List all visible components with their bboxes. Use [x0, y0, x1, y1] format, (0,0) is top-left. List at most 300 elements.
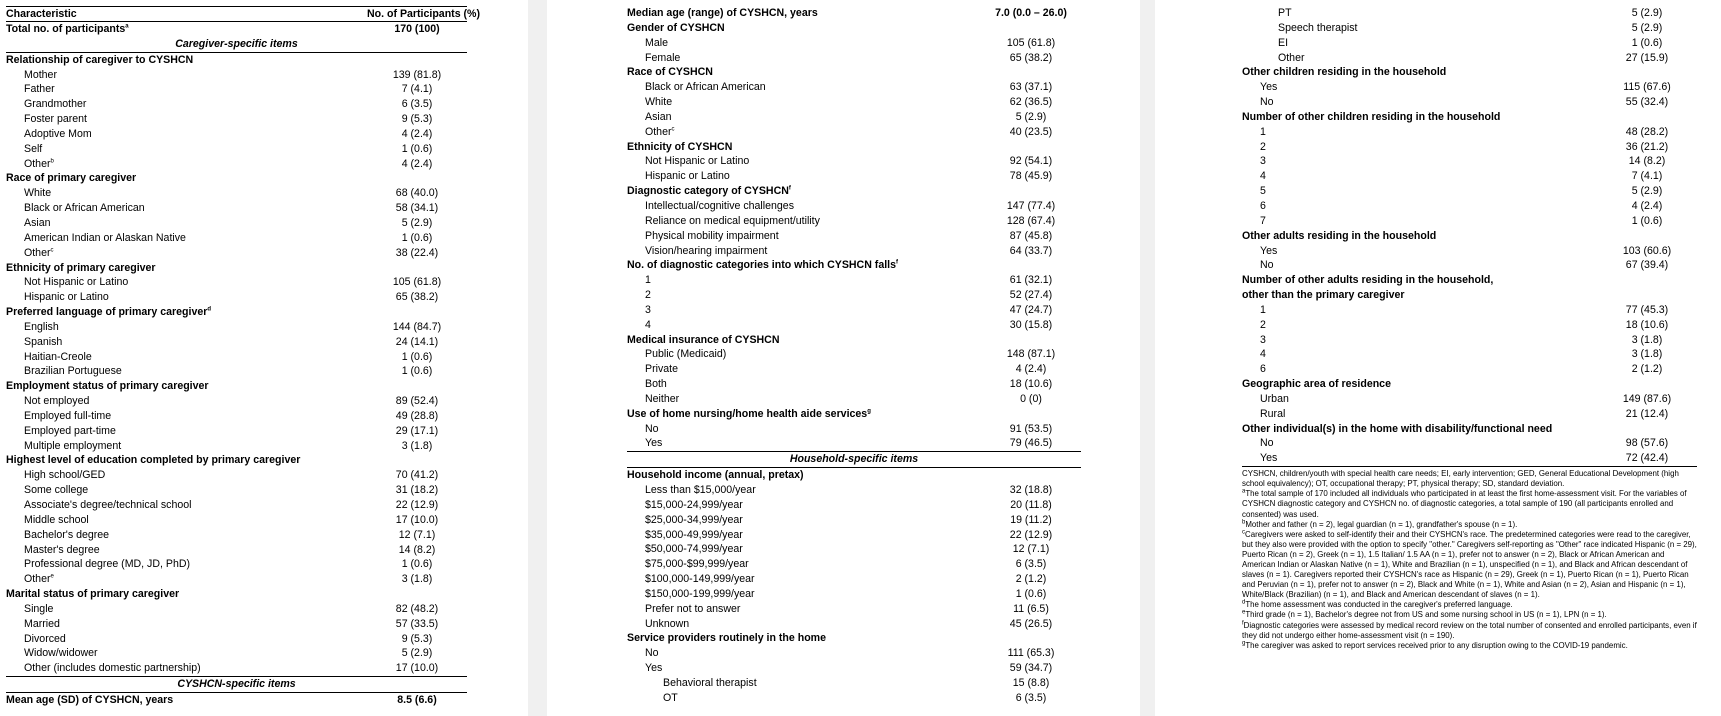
row-label	[1242, 214, 1597, 229]
row-label-text: 4	[1260, 348, 1266, 361]
row-label	[6, 246, 367, 261]
row-value: 3 (1.8)	[401, 439, 433, 452]
row-label	[1242, 229, 1597, 244]
row-label	[6, 587, 367, 602]
row-label-text: Public (Medicaid)	[645, 348, 727, 361]
row-label	[6, 97, 367, 112]
row-label-text: 6	[1260, 363, 1266, 376]
row-label	[627, 244, 981, 259]
row-label	[6, 483, 367, 498]
row-label-text: Race of primary caregiver	[6, 172, 137, 185]
row-value: 58 (34.1)	[395, 202, 439, 215]
table-row	[627, 572, 1081, 587]
footnote-marker: d	[207, 306, 212, 313]
row-label-text: Hispanic or Latino	[645, 170, 730, 183]
row-value: 21 (12.4)	[1625, 407, 1669, 420]
row-value: 4 (2.4)	[401, 127, 433, 140]
row-value: 61 (32.1)	[1009, 274, 1053, 287]
row-label-text: Widow/widower	[24, 647, 98, 660]
row-label-text: Physical mobility impairment	[645, 229, 779, 242]
footnote-marker: e	[1242, 609, 1246, 616]
table-row	[1242, 244, 1697, 259]
row-label	[627, 528, 981, 543]
category-row	[1242, 273, 1697, 303]
row-label-text: $25,000-34,999/year	[645, 513, 743, 526]
row-label	[1242, 258, 1597, 273]
row-label	[627, 273, 981, 288]
row-label-text: Employment status of primary caregiver	[6, 380, 209, 393]
row-value: 3 (1.8)	[1631, 348, 1663, 361]
row-value: 144 (84.7)	[392, 320, 442, 333]
row-value: 8.5 (6.6)	[397, 693, 437, 706]
row-label	[627, 513, 981, 528]
row-label	[627, 95, 981, 110]
category-row	[6, 693, 467, 708]
row-label	[1242, 273, 1597, 303]
row-label	[627, 21, 981, 36]
table-row	[6, 364, 467, 379]
table-row	[6, 320, 467, 335]
row-label	[6, 557, 367, 572]
row-value: 1 (0.6)	[1631, 36, 1663, 49]
row-label-text: Adoptive Mom	[24, 127, 92, 140]
row-label	[1242, 451, 1597, 466]
row-label-text: American Indian or Alaskan Native	[24, 231, 186, 244]
row-label-text: Yes	[645, 437, 663, 450]
row-label-text: Some college	[24, 484, 89, 497]
row-label-text: Number of other adults residing in the household, other than the primary caregiver	[1242, 274, 1494, 302]
row-label-text: Bachelor's degree	[24, 528, 110, 541]
footnote	[1242, 600, 1697, 610]
row-label	[1242, 184, 1597, 199]
table-row	[627, 617, 1081, 632]
row-value: 24 (14.1)	[395, 335, 439, 348]
table-row	[1242, 95, 1697, 110]
row-label	[1242, 169, 1597, 184]
table-row	[1242, 140, 1697, 155]
row-label-text: Other	[24, 246, 51, 259]
row-value: 11 (6.5)	[1013, 602, 1049, 615]
category-row	[6, 453, 467, 468]
row-value: 30 (15.8)	[1009, 318, 1053, 331]
row-value: 64 (33.7)	[1009, 244, 1053, 257]
category-row	[6, 171, 467, 186]
row-value: 14 (8.2)	[1628, 155, 1666, 168]
table-row	[6, 231, 467, 246]
table-row	[6, 513, 467, 528]
row-label-text: Single	[24, 602, 54, 615]
row-label-text: Prefer not to answer	[645, 602, 741, 615]
row-label	[627, 154, 981, 169]
row-label	[6, 22, 367, 37]
row-label	[627, 572, 981, 587]
row-label	[627, 347, 981, 362]
row-label	[1242, 154, 1597, 169]
footnote-text: The home assessment was conducted in the caregiver's preferred language.	[1245, 600, 1513, 610]
row-label-text: Father	[24, 83, 55, 96]
row-value: 7 (4.1)	[1631, 170, 1663, 183]
row-label-text: Other (includes domestic partnership)	[24, 662, 201, 675]
row-label	[6, 157, 367, 172]
row-value: 22 (12.9)	[1009, 528, 1053, 541]
table-row	[1242, 154, 1697, 169]
table-row	[627, 244, 1081, 259]
table-row	[6, 97, 467, 112]
row-value: 6 (3.5)	[1015, 558, 1047, 571]
category-row	[627, 468, 1081, 483]
table-row	[6, 602, 467, 617]
category-row	[1242, 229, 1697, 244]
row-value: 59 (34.7)	[1009, 662, 1053, 675]
row-value: 5 (2.9)	[401, 216, 433, 229]
row-label-text: Total no. of participants	[6, 23, 126, 35]
row-label-text: Black or African American	[645, 81, 766, 94]
row-label	[1242, 110, 1597, 125]
category-row	[1242, 422, 1697, 437]
row-label-text: Haitian-Creole	[24, 350, 92, 363]
table-row	[627, 36, 1081, 51]
row-label	[6, 127, 367, 142]
table-page-2	[547, 0, 1140, 716]
row-label	[627, 422, 981, 437]
row-label-text: 4	[1260, 170, 1266, 183]
table-column-2	[627, 6, 1081, 706]
row-value: 78 (45.9)	[1009, 170, 1053, 183]
row-label-text: 3	[1260, 333, 1266, 346]
footnote-text: Caregivers were asked to self-identify their and their CYSHCN's race. The predetermined categories were read to the caregiver, but they also were provided with the option to specify "other." Caregivers self-reporting as "Other" race indicated Hispanic (n = 29), Puerto Rican (n = 2), Greek (n = 1), 1.5 Italian/ 1.5 AA (n = 1), prefer not to answer (n = 2), Black or African American and American Indian or Alaskan Native (n = 1), White and Brazilian (n = 1), unspecified (n = 1), and Black and African descendant of slaves (n = 1). Caregivers reported their CYSHCN's race as Hispanic (n = 29), Greek (n = 1), Puerto Rican (n = 1), Puerto Rican and Peruvian (n = 1), prefer not to answer (n = 2), Black and White (n = 1), White and Asian (n = 2), Asian and Hispanic (n = 1), White/Black (Brazilian) (n = 1), and Black and American descendant of slaves (n = 1).	[1242, 529, 1697, 600]
table-row	[627, 557, 1081, 572]
row-label	[1242, 51, 1597, 66]
row-label-text: Female	[645, 51, 681, 64]
row-label	[627, 676, 981, 691]
row-label	[1242, 140, 1597, 155]
row-label-text: Other	[645, 125, 672, 138]
row-label	[627, 377, 981, 392]
table-row	[627, 483, 1081, 498]
footnote	[1242, 641, 1697, 651]
row-value: 1 (0.6)	[401, 350, 433, 363]
row-value: 1 (0.6)	[401, 558, 433, 571]
table-row	[6, 216, 467, 231]
table-row	[6, 201, 467, 216]
row-label-text: English	[24, 320, 59, 333]
table-row	[6, 394, 467, 409]
table-row	[6, 557, 467, 572]
category-row	[627, 333, 1081, 348]
row-label	[6, 53, 367, 68]
row-label	[6, 513, 367, 528]
table-row	[6, 290, 467, 305]
table-row	[1242, 214, 1697, 229]
row-label	[627, 362, 981, 377]
row-label-text: No	[1260, 437, 1274, 450]
table-row	[627, 392, 1081, 407]
row-label-text: Number of other children residing in the household	[1242, 110, 1501, 123]
row-label-text: Intellectual/cognitive challenges	[645, 199, 794, 212]
row-label-text: No	[1260, 259, 1274, 272]
row-value: 57 (33.5)	[395, 617, 439, 630]
characteristic-header: Characteristic	[6, 8, 77, 20]
row-label	[627, 407, 981, 422]
row-label	[627, 333, 981, 348]
row-label	[1242, 95, 1597, 110]
table-row	[1242, 333, 1697, 348]
row-value: 148 (87.1)	[1006, 348, 1056, 361]
row-label-text: Not Hispanic or Latino	[24, 276, 129, 289]
category-row	[6, 305, 467, 320]
table-row	[6, 157, 467, 172]
row-label	[627, 631, 981, 646]
footnote-text: Third grade (n = 1), Bachelor's degree not from US and some nursing school in US (n = 1), LPN (n = 1).	[1245, 610, 1607, 620]
table-row	[6, 275, 467, 290]
row-label	[6, 617, 367, 632]
row-label	[1242, 377, 1597, 392]
row-value: 1 (0.6)	[1631, 214, 1663, 227]
row-label-text: Median age (range) of CYSHCN, years	[627, 7, 818, 19]
footnote-marker: f	[896, 259, 898, 266]
table-row	[627, 169, 1081, 184]
table-row	[627, 691, 1081, 706]
row-value: 111 (65.3)	[1007, 647, 1055, 660]
category-row	[1242, 377, 1697, 392]
row-label	[627, 318, 981, 333]
row-label	[1242, 347, 1597, 362]
row-label	[1242, 436, 1597, 451]
row-value: 2 (1.2)	[1015, 573, 1047, 586]
row-value: 19 (11.2)	[1010, 513, 1052, 526]
footnote	[1242, 520, 1697, 530]
row-label	[627, 498, 981, 513]
row-label	[627, 661, 981, 676]
row-label	[1242, 21, 1597, 36]
footnote-marker: c	[1242, 529, 1245, 536]
row-label-text: $150,000-199,999/year	[645, 587, 755, 600]
row-value: 12 (7.1)	[1012, 543, 1050, 556]
row-value: 9 (5.3)	[401, 113, 433, 126]
row-value: 5 (2.9)	[1015, 110, 1047, 123]
footnote-marker: g	[867, 408, 871, 415]
table-row	[627, 646, 1081, 661]
table-row	[627, 229, 1081, 244]
row-value: 1 (0.6)	[1015, 587, 1047, 600]
footnote-text: Diagnostic categories were assessed by medical record review on the total number of consented and enrolled participants, even if they did not undergo either home-assessment visit (n = 190).	[1242, 620, 1697, 640]
row-label	[6, 231, 367, 246]
row-value: 103 (60.6)	[1622, 244, 1672, 257]
table-row	[627, 154, 1081, 169]
row-label-text: 2	[645, 289, 651, 302]
row-label-text: Urban	[1260, 392, 1289, 405]
row-label	[627, 303, 981, 318]
row-label-text: Race of CYSHCN	[627, 66, 713, 79]
row-label	[6, 142, 367, 157]
row-label-text: Diagnostic category of CYSHCN	[627, 185, 789, 198]
row-label	[6, 661, 367, 676]
row-value: 92 (54.1)	[1009, 155, 1053, 168]
table-row	[6, 498, 467, 513]
row-value: 87 (45.8)	[1009, 229, 1053, 242]
row-label	[1242, 333, 1597, 348]
row-label-text: Household income (annual, pretax)	[627, 469, 804, 482]
row-label	[627, 436, 981, 451]
row-value: 5 (2.9)	[401, 647, 433, 660]
row-label	[627, 169, 981, 184]
footnote	[1242, 469, 1697, 489]
row-label	[627, 125, 981, 140]
row-label-text: Use of home nursing/home health aide services	[627, 407, 868, 420]
row-label-text: 2	[1260, 140, 1266, 153]
table-footnotes	[1242, 469, 1697, 651]
table-row	[1242, 184, 1697, 199]
table-row	[627, 318, 1081, 333]
table-row	[6, 439, 467, 454]
row-label-text: 1	[1260, 303, 1266, 316]
row-label-text: Black or African American	[24, 202, 145, 215]
footnote-marker: c	[50, 247, 54, 254]
row-label-text: Ethnicity of CYSHCN	[627, 140, 733, 153]
table-row	[6, 409, 467, 424]
row-label-text: Other individual(s) in the home with disability/functional need	[1242, 422, 1553, 435]
row-label	[1242, 36, 1597, 51]
footnote-marker: b	[1242, 519, 1246, 525]
row-label	[1242, 422, 1597, 437]
row-label	[6, 305, 367, 320]
row-label-text: Behavioral therapist	[663, 676, 757, 689]
category-row	[627, 140, 1081, 155]
table-row	[627, 602, 1081, 617]
table-row	[627, 125, 1081, 140]
row-label-text: No	[645, 647, 659, 660]
row-label-text: Spanish	[24, 335, 63, 348]
row-label-text: Neither	[645, 392, 680, 405]
table-row	[6, 335, 467, 350]
row-label-text: Unknown	[645, 617, 690, 630]
row-label-text: EI	[1278, 36, 1289, 49]
row-label	[6, 543, 367, 558]
row-label-text: 3	[645, 303, 651, 316]
row-label-text: 6	[1260, 199, 1266, 212]
table-row	[627, 347, 1081, 362]
category-row	[627, 407, 1081, 422]
row-label-text: No	[645, 422, 659, 435]
row-value: 47 (24.7)	[1009, 303, 1053, 316]
table-row	[1242, 362, 1697, 377]
row-value: 14 (8.2)	[398, 543, 436, 556]
table-row	[1242, 21, 1697, 36]
category-row	[627, 65, 1081, 80]
row-label	[627, 617, 981, 632]
row-label-text: Yes	[1260, 452, 1278, 465]
category-row	[627, 258, 1081, 273]
row-label	[6, 364, 367, 379]
row-value: 105 (61.8)	[1006, 36, 1056, 49]
row-value: 115 (67.6)	[1623, 81, 1671, 94]
row-label-text: Preferred language of primary caregiver	[6, 306, 208, 319]
row-label	[627, 542, 981, 557]
table-row	[1242, 318, 1697, 333]
footnote-text: CYSHCN, children/youth with special health care needs; EI, early intervention; GED, General Educational Development (high school equivalency); OT, occupational therapy; PT, physical therapy; SD, standard deviation.	[1242, 469, 1679, 489]
row-value: 65 (38.2)	[395, 291, 439, 304]
row-value: 147 (77.4)	[1006, 199, 1056, 212]
row-label	[6, 602, 367, 617]
table-row	[1242, 80, 1697, 95]
table-row	[6, 572, 467, 587]
row-label-text: OT	[663, 691, 678, 704]
row-value: 68 (40.0)	[395, 187, 439, 200]
row-value: 149 (87.6)	[1622, 392, 1672, 405]
table-row	[627, 51, 1081, 66]
row-label	[6, 216, 367, 231]
row-label-text: Rural	[1260, 407, 1286, 420]
row-label	[627, 110, 981, 125]
row-label-text: Other adults residing in the household	[1242, 229, 1437, 242]
row-value: 31 (18.2)	[395, 484, 439, 497]
row-label	[6, 439, 367, 454]
row-value: 2 (1.2)	[1631, 363, 1663, 376]
row-label-text: Private	[645, 363, 678, 376]
table-row	[627, 676, 1081, 691]
row-label-text: Professional degree (MD, JD, PhD)	[24, 558, 191, 571]
table-row	[1242, 169, 1697, 184]
row-label-text: 7	[1260, 214, 1266, 227]
row-label-text: Mean age (SD) of CYSHCN, years	[6, 693, 174, 706]
row-value: 79 (46.5)	[1009, 437, 1053, 450]
row-label	[1242, 303, 1597, 318]
category-row	[6, 261, 467, 276]
row-label	[627, 602, 981, 617]
row-label-text: $15,000-24,999/year	[645, 498, 743, 511]
table-row	[627, 542, 1081, 557]
row-label-text: Yes	[1260, 244, 1278, 257]
row-value: 17 (10.0)	[395, 513, 439, 526]
row-label	[6, 453, 367, 468]
row-value: 22 (12.9)	[395, 499, 439, 511]
table-row	[627, 422, 1081, 437]
row-label	[6, 275, 367, 290]
row-value: 18 (10.6)	[1009, 378, 1053, 391]
row-label-text: $50,000-74,999/year	[645, 543, 743, 556]
row-label-text: 4	[645, 318, 651, 331]
row-label-text: Not Hispanic or Latino	[645, 155, 750, 168]
footnote-marker: a	[1242, 488, 1246, 495]
table-row	[6, 543, 467, 558]
row-value: 67 (39.4)	[1625, 259, 1669, 272]
row-label-text: Associate's degree/technical school	[24, 499, 192, 511]
row-label	[1242, 6, 1597, 21]
row-label-text: $35,000-49,999/year	[645, 528, 743, 541]
table-row	[627, 498, 1081, 513]
row-label-text: Other	[24, 573, 51, 586]
row-value: 6 (3.5)	[401, 98, 433, 111]
row-label	[627, 214, 981, 229]
table-row	[627, 661, 1081, 676]
table-row	[627, 377, 1081, 392]
table-row	[6, 632, 467, 647]
row-label-text: White	[645, 96, 673, 109]
table-row	[1242, 436, 1697, 451]
footnote-text: Mother and father (n = 2), legal guardian (n = 1), grandfather's spouse (n = 1).	[1245, 519, 1518, 529]
footnote-marker: e	[50, 573, 54, 580]
row-value: 82 (48.2)	[395, 602, 439, 615]
row-label	[6, 693, 367, 708]
row-label	[1242, 362, 1597, 377]
row-label	[627, 184, 981, 199]
row-value: 49 (28.8)	[395, 409, 439, 422]
row-value: 32 (18.8)	[1009, 484, 1053, 496]
table-row	[6, 127, 467, 142]
row-label	[6, 201, 367, 216]
table-row	[6, 483, 467, 498]
row-label	[627, 140, 981, 155]
